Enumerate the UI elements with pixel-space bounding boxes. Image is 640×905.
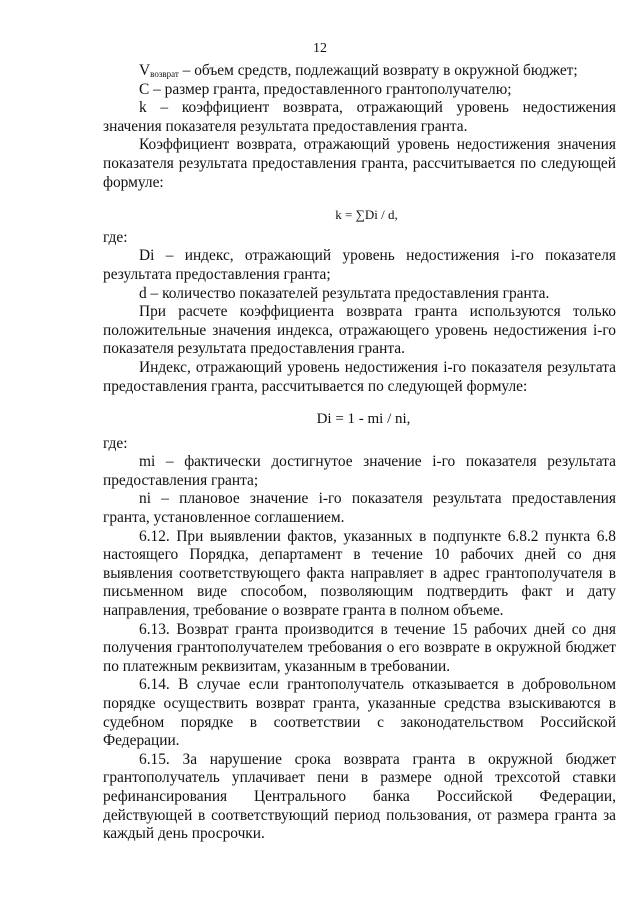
d-definition: d – количество показателей результата предоставления гранта. [139,284,550,302]
paragraph-6-15: 6.15. За нарушение срока возврата гранта в окружной бюджет грантополучатель уплачивает пени в размере одной трехсотой ставки рефинансирования Центрального банка Российской Федерации, действующей в соответствующий период пользования, от размера гранта за каждый день просрочки. [103,750,616,843]
formula-k: k = ∑Di / d, [335,207,398,223]
mi-definition: mi – фактически достигнутое значение i-го показателя результата предоставления гранта; [103,453,616,489]
index-formula-intro: Индекс, отражающий уровень недостижения i-го показателя результата предоставления гранта, рассчитывается по следующей формуле: [103,358,616,395]
paragraph-6-14: 6.14. В случае если грантополучатель отказывается в добровольном порядке осуществить возврат гранта, указанные средства взыскиваются в судебном порядке в соответствии с законодательством Российской Федерации. [103,676,616,750]
page-number: 12 [313,41,327,56]
k-formula-intro: Коэффициент возврата, отражающий уровень недостижения значения показателя результата предоставления гранта, рассчитывается по следующей формуле: [103,136,616,191]
c-definition: С – размер гранта, предоставленного грантополучателю; [139,80,512,98]
positive-values-note: При расчете коэффициента возврата гранта используются только положительные значения индекса, отражающего уровень недостижения i-го показателя результата предоставления гранта. [103,303,616,358]
formula-di: Di = 1 - mi / ni, [316,411,411,428]
document-body [103,62,616,844]
paragraph-6-12: 6.12. При выявлении фактов, указанных в подпункте 6.8.2 пункта 6.8 настоящего Порядка, департамент в течение 10 рабочих дней со дня выявления соответствующего факта направляет в адрес грантополучателя в письменном виде способом, позволяющим подтвердить факт и дату направления, требование о возврате гранта в полном объеме. [103,527,616,620]
where-label-2: где: [103,434,128,452]
di-definition: Di – индекс, отражающий уровень недостижения i-го показателя результата предоставления гранта; [103,247,616,283]
where-label-1: где: [103,228,128,246]
paragraph-6-13: 6.13. Возврат гранта производится в течение 15 рабочих дней со дня получения грантополучателем требования о его возврате в окружной бюджет по платежным реквизитам, указанным в требовании. [103,620,616,675]
v-subscript: возврат [150,69,179,79]
v-definition-text: – объем средств, подлежащий возврату в окружной бюджет; [178,62,578,79]
v-definition [103,62,616,81]
v-symbol: V [139,62,151,79]
ni-definition: ni – плановое значение i-го показателя результата предоставления гранта, установленное соглашением. [103,490,616,527]
k-definition: k – коэффициент возврата, отражающий уровень недостижения значения показателя результата предоставления гранта. [103,99,616,135]
